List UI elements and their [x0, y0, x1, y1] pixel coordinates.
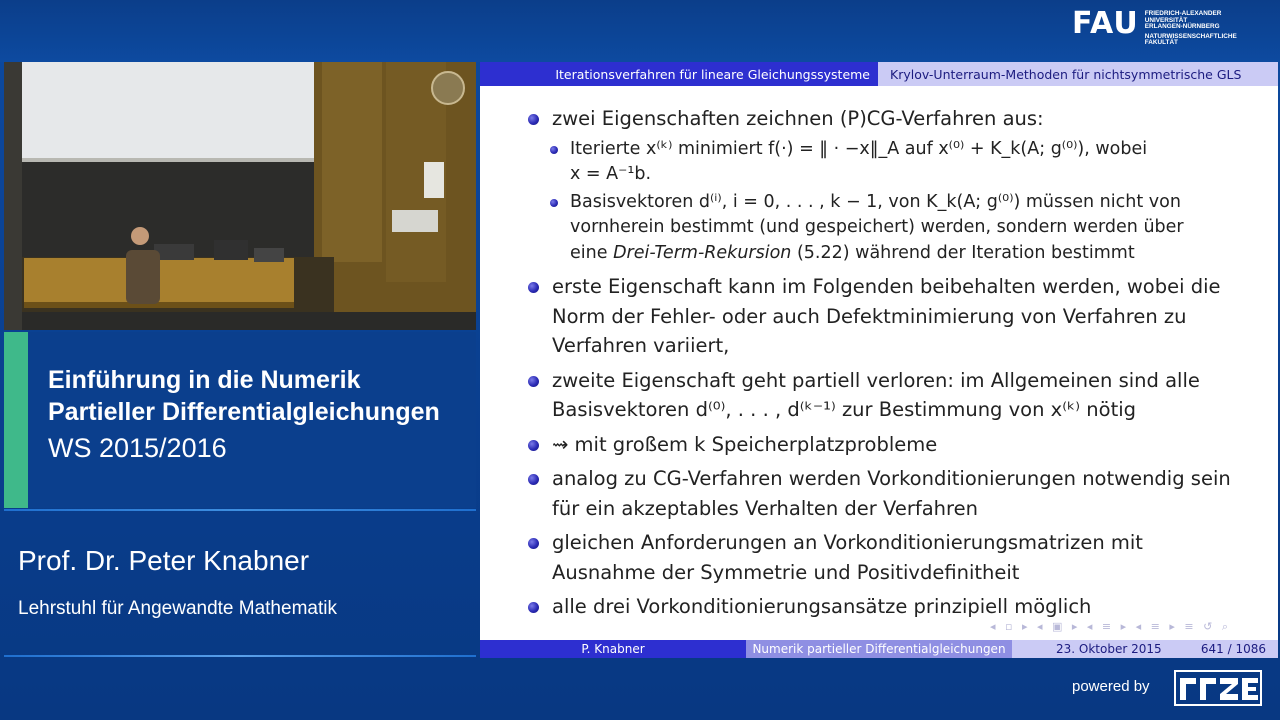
bullet-text: Ausnahme der Symmetrie und Positivdefinitheit — [552, 560, 1020, 584]
fau-logo-line: FRIEDRICH-ALEXANDER — [1144, 10, 1222, 17]
bullet-text: vornherein bestimmt (und gespeichert) werden, sondern werden über — [570, 217, 1184, 237]
powered-by-label: powered by — [1072, 678, 1150, 695]
lecture-title-line2: Partieller Differentialgleichungen — [48, 398, 440, 426]
sub-bullet-list — [526, 137, 1266, 267]
fau-logo-line: ERLANGEN-NÜRNBERG — [1144, 23, 1220, 31]
bullet-text: Iterierte x⁽ᵏ⁾ minimiert f(·) = ‖ · −x‖_A auf x⁽⁰⁾ + K_k(A; g⁽⁰⁾), wobei — [570, 138, 1148, 159]
bullet-text: für ein akzeptables Verhalten der Verfahren — [552, 496, 978, 520]
slide-bullet — [526, 430, 1266, 460]
slide-body — [526, 104, 1266, 627]
bullet-text: eine — [570, 242, 614, 263]
footer-info — [1012, 640, 1278, 658]
bullet-text: Verfahren variiert, — [552, 334, 730, 357]
lecture-title-line1: Einführung in die Numerik — [48, 366, 361, 394]
presenter-chair: Lehrstuhl für Angewandte Mathematik — [18, 598, 337, 619]
slide-footer — [480, 640, 1278, 658]
rrze-logo — [1174, 670, 1262, 706]
slide-bullet — [526, 366, 1266, 425]
fau-logo-line: NATURWISSENSCHAFTLICHE — [1144, 32, 1237, 40]
accent-bar — [4, 332, 28, 508]
footer-course: Numerik partieller Differentialgleichungen — [746, 640, 1012, 658]
footer-date: 23. Oktober 2015 — [1056, 642, 1162, 656]
divider — [4, 655, 476, 657]
footer-page-number: 641 / 1086 — [1200, 642, 1266, 656]
slide-bullet — [526, 592, 1266, 622]
slide-bullet — [526, 528, 1266, 587]
lecture-video[interactable] — [4, 62, 476, 330]
bullet-text — [570, 241, 1266, 267]
slide-bullet — [526, 464, 1266, 523]
bullet-text: gleichen Anforderungen an Vorkonditionierungsmatrizen mit — [552, 531, 1143, 554]
fau-logo-mark: FAU — [1072, 6, 1139, 41]
bullet-text: Norm der Fehler- oder auch Defektminimierung von Verfahren zu — [552, 304, 1187, 328]
slide — [480, 62, 1278, 658]
slide-bullet — [526, 272, 1266, 361]
beamer-navigation-icons[interactable]: ◂ ▫ ▸ ◂ ▣ ▸ ◂ ≡ ▸ ◂ ≡ ▸ ≡ ↺ ⌕ — [990, 620, 1231, 633]
divider — [4, 509, 476, 511]
slide-header — [480, 62, 1278, 86]
bullet-text: Basisvektoren d⁽ⁱ⁾, i = 0, . . . , k − 1, von K_k(A; g⁽⁰⁾) müssen nicht von — [570, 191, 1181, 212]
bullet-text: analog zu CG-Verfahren werden Vorkonditionierungen notwendig sein — [552, 467, 1231, 490]
bullet-text: alle drei Vorkonditionierungsansätze prinzipiell möglich — [552, 595, 1092, 618]
slide-sub-bullet — [548, 190, 1266, 267]
slide-subsection[interactable]: Krylov-Unterraum-Methoden für nichtsymmetrische GLS — [878, 62, 1278, 86]
bullet-text: (5.22) während der Iteration bestimmt — [791, 242, 1135, 263]
fau-logo-line: FAKULTÄT — [1144, 39, 1178, 47]
emphasis-text: Drei-Term-Rekursion — [613, 242, 792, 263]
bullet-text: Basisvektoren d⁽⁰⁾, . . . , d⁽ᵏ⁻¹⁾ zur Bestimmung von x⁽ᵏ⁾ nötig — [552, 398, 1137, 421]
fau-logo-line: UNIVERSITÄT — [1144, 16, 1188, 24]
bullet-text: zwei Eigenschaften zeichnen (P)CG-Verfahren aus: — [552, 107, 1044, 130]
fau-logo-text — [1145, 8, 1237, 47]
footer-author: P. Knabner — [480, 640, 746, 658]
slide-section[interactable]: Iterationsverfahren für lineare Gleichungssysteme — [480, 62, 878, 86]
fau-logo — [1072, 8, 1237, 54]
bullet-text: ⇝ mit großem k Speicherplatzprobleme — [552, 432, 938, 456]
bullet-text: erste Eigenschaft kann im Folgenden beibehalten werden, wobei die — [552, 275, 1221, 298]
bullet-text: x = A⁻¹b. — [570, 164, 652, 184]
lecture-hall-scene — [4, 62, 476, 330]
lecture-semester: WS 2015/2016 — [48, 433, 227, 463]
slide-sub-bullet — [548, 137, 1266, 188]
presenter-name: Prof. Dr. Peter Knabner — [18, 545, 310, 576]
lecture-title — [48, 364, 478, 466]
bullet-text: zweite Eigenschaft geht partiell verloren: im Allgemeinen sind alle — [552, 368, 1200, 392]
slide-bullet — [526, 104, 1266, 134]
